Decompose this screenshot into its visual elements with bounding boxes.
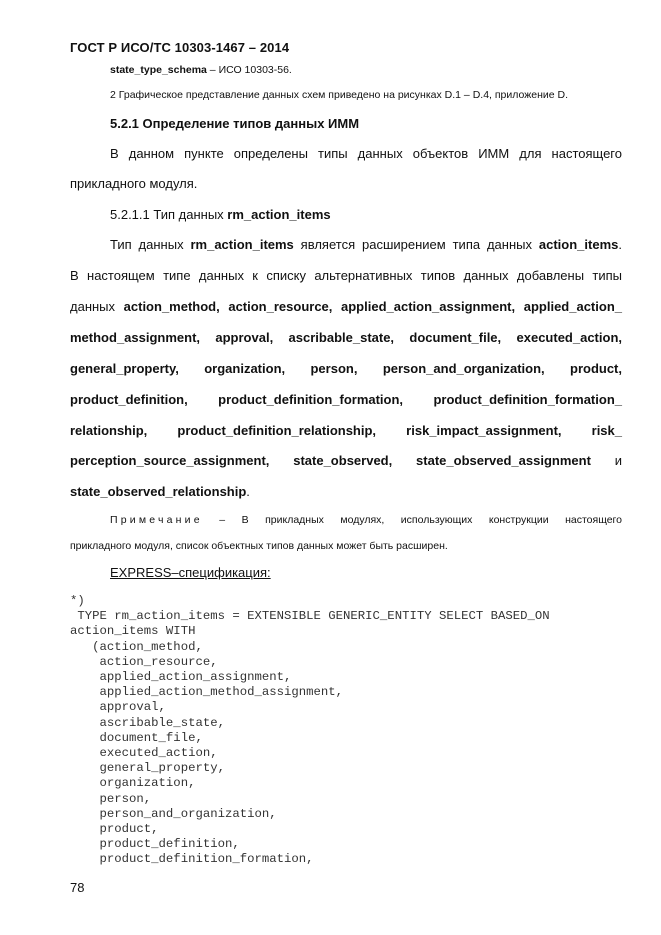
body-text: . <box>618 237 622 252</box>
body-line-8 <box>70 453 622 468</box>
code-line: product, <box>70 822 159 837</box>
note-label: Примечание <box>110 514 203 526</box>
section-heading: 5.2.1 Определение типов данных ИММ <box>110 116 360 131</box>
footnote-1 <box>110 64 292 76</box>
code-line: general_property, <box>70 761 225 776</box>
subsection-heading <box>110 207 661 222</box>
note-line-2: прикладного модуля, список объектных типов данных может быть расширен. <box>70 540 448 552</box>
code-line: organization, <box>70 776 196 791</box>
footnote-1-term: state_type_schema <box>110 64 207 76</box>
body-line-1 <box>110 237 622 252</box>
body-term: action_method, action_resource, applied_action_assignment, applied_action_ <box>123 299 622 314</box>
body-text: является расширением типа данных <box>293 237 539 252</box>
body-term: action_items <box>538 237 619 252</box>
code-line: (action_method, <box>70 639 203 654</box>
code-line: document_file, <box>70 730 203 745</box>
code-line: person, <box>70 791 152 806</box>
body-line-5: general_property, organization, person, person_and_organization, product, <box>70 361 622 376</box>
footnote-1-rest: – ИСО 10303-56. <box>206 64 292 76</box>
code-line: product_definition, <box>70 837 240 852</box>
code-line: action_resource, <box>70 654 218 669</box>
note-line-1 <box>110 514 622 526</box>
code-line: approval, <box>70 700 166 715</box>
code-line: action_items WITH <box>70 624 196 639</box>
code-line: ascribable_state, <box>70 715 225 730</box>
body-line-4: method_assignment, approval, ascribable_state, document_file, executed_action, <box>70 330 622 345</box>
body-text: . <box>246 484 250 499</box>
intro-line-1: В данном пункте определены типы данных объектов ИММ для настоящего <box>110 146 622 161</box>
code-line: applied_action_method_assignment, <box>70 685 344 700</box>
body-line-7: relationship, product_definition_relationship, risk_impact_assignment, risk_ <box>70 423 622 438</box>
footnote-2: 2 Графическое представление данных схем приведено на рисунках D.1 – D.4, приложение D. <box>110 89 569 101</box>
express-code-block <box>70 594 550 868</box>
body-line-2: В настоящем типе данных к списку альтернативных типов данных добавлены типы <box>70 268 622 283</box>
body-term: rm_action_items <box>190 237 294 252</box>
code-line: applied_action_assignment, <box>70 670 292 685</box>
subsection-term: rm_action_items <box>227 207 331 222</box>
code-line: *) <box>70 594 85 608</box>
body-line-9 <box>70 484 622 499</box>
body-line-3 <box>70 299 622 314</box>
page-number: 78 <box>70 880 85 895</box>
body-text: Тип данных <box>110 237 191 252</box>
code-line: person_and_organization, <box>70 806 277 821</box>
intro-line-2: прикладного модуля. <box>70 176 198 191</box>
body-text: и <box>590 453 622 468</box>
body-text: данных <box>70 299 124 314</box>
subsection-prefix: 5.2.1.1 Тип данных <box>110 207 228 222</box>
body-line-6: product_definition, product_definition_formation, product_definition_formation_ <box>70 392 622 407</box>
body-term: perception_source_assignment, state_observed, state_observed_assignment <box>70 453 591 468</box>
express-spec-label: EXPRESS–спецификация: <box>110 565 271 580</box>
code-line: product_definition_formation, <box>70 852 314 867</box>
body-term: state_observed_relationship <box>70 484 247 499</box>
document-header: ГОСТ Р ИСО/ТС 10303-1467 – 2014 <box>70 40 290 55</box>
note-text: – В прикладных модулях, использующих конструкции настоящего <box>202 514 622 526</box>
code-line: TYPE rm_action_items = EXTENSIBLE GENERIC_ENTITY SELECT BASED_ON <box>70 609 550 624</box>
code-line: executed_action, <box>70 746 218 761</box>
